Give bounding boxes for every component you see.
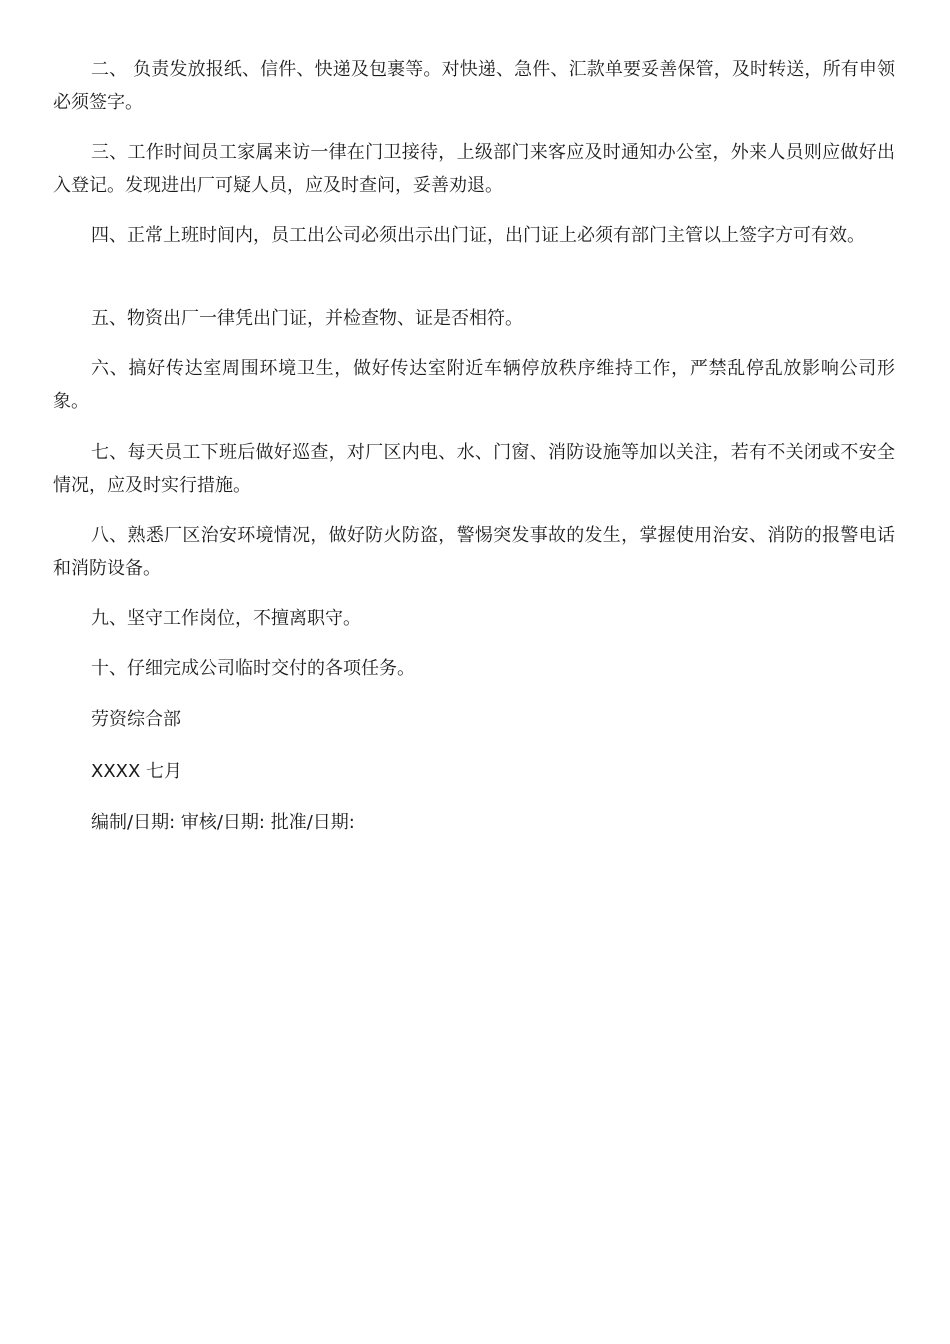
paragraph-3: 三、工作时间员工家属来访一律在门卫接待，上级部门来客应及时通知办公室，外来人员则应做好出入登记。发现进出厂可疑人员，应及时查问，妥善劝退。 <box>53 142 895 196</box>
paragraph-8: 八、熟悉厂区治安环境情况，做好防火防盗，警惕突发事故的发生，掌握使用治安、消防的报警电话和消防设备。 <box>53 525 895 579</box>
paragraph-2: 二、 负责发放报纸、信件、快递及包裹等。对快递、急件、汇款单要妥善保管，及时转送，所有申领必须签字。 <box>53 59 895 113</box>
paragraph-10: 十、仔细完成公司临时交付的各项任务。 <box>91 658 415 679</box>
paragraph-9: 九、坚守工作岗位，不擅离职守。 <box>91 608 361 629</box>
document-date: XXXX 七月 <box>91 761 183 782</box>
paragraph-6: 六、搞好传达室周围环境卫生，做好传达室附近车辆停放秩序维持工作，严禁乱停乱放影响公司形象。 <box>53 358 895 412</box>
paragraph-5: 五、物资出厂一律凭出门证，并检查物、证是否相符。 <box>91 308 523 329</box>
paragraph-4: 四、正常上班时间内，员工出公司必须出示出门证，出门证上必须有部门主管以上签字方可有效。 <box>91 225 865 246</box>
signature-line: 编制/日期: 审核/日期: 批准/日期: <box>91 812 355 833</box>
paragraph-7: 七、每天员工下班后做好巡查，对厂区内电、水、门窗、消防设施等加以关注，若有不关闭或不安全情况，应及时实行措施。 <box>53 442 895 496</box>
department-name: 劳资综合部 <box>91 709 181 730</box>
